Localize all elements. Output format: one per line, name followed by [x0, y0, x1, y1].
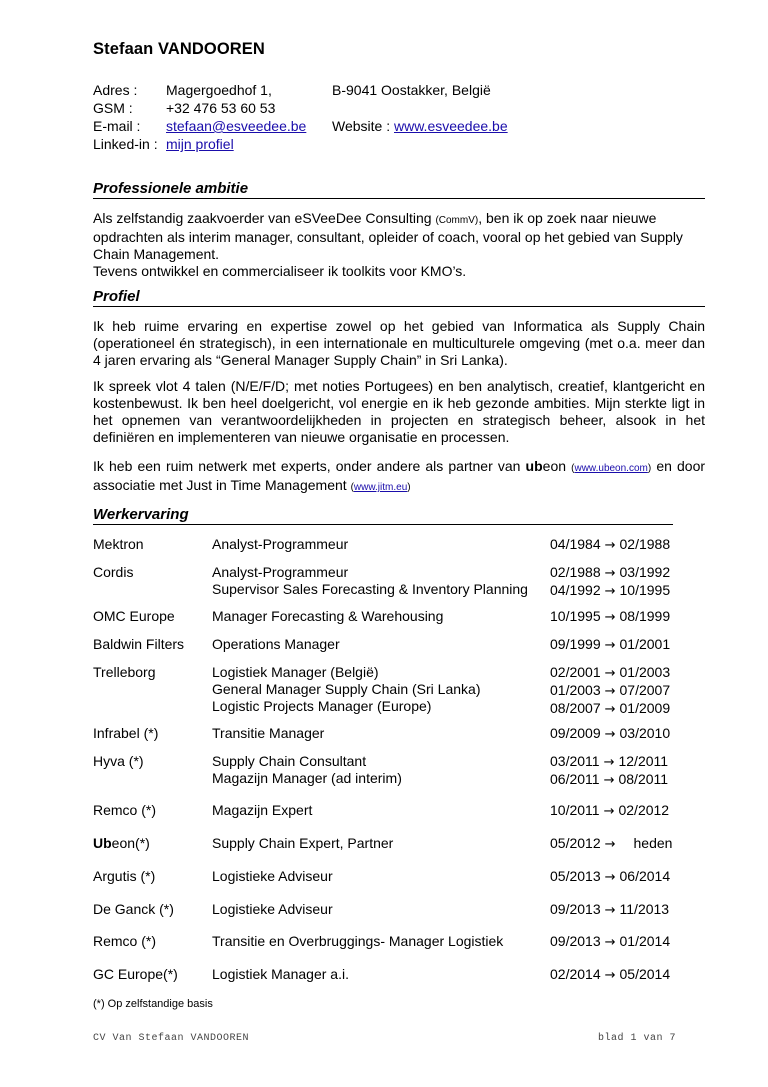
work-company: Trelleborg — [93, 664, 156, 680]
date-from: 09/2013 — [550, 901, 601, 917]
footnote: (*) Op zelfstandige basis — [93, 998, 213, 1010]
date-to: 05/2014 — [619, 966, 671, 982]
work-roles — [212, 664, 480, 715]
work-role: Operations Manager — [212, 636, 340, 652]
profiel-text-b: en door associatie met Just in Time Management — [93, 458, 706, 493]
work-roles — [212, 536, 348, 553]
email-link[interactable]: stefaan@esveedee.be — [166, 118, 307, 134]
work-dates — [550, 901, 669, 919]
work-dates — [550, 966, 670, 984]
arrow-right-icon: → — [604, 538, 616, 553]
arrow-right-icon: → — [604, 666, 616, 681]
work-roles — [212, 835, 393, 852]
work-dates — [550, 835, 672, 853]
footer-left: CV Van Stefaan VANDOOREN — [93, 1033, 250, 1044]
work-roles — [212, 966, 349, 983]
work-role: Supervisor Sales Forecasting & Inventory Planning — [212, 581, 528, 597]
date-range — [550, 835, 672, 853]
profiel-paragraph-2: Ik spreek vlot 4 talen (N/E/F/D; met noties Portugees) en ben analytisch, creatief, klantgericht en kostenbewust. Ik ben heel doelgericht, vol energie en ik heb gezonde ambities. Mijn sterkte ligt in het opnemen van verantwoordelijkheden in projecten en strategisch beheer, alsook in het definiëren en implementeren van nieuwe organisatie en processen. — [93, 378, 705, 445]
date-to: 01/2009 — [619, 700, 671, 716]
date-to: 11/2013 — [619, 901, 670, 917]
work-company: Infrabel (*) — [93, 725, 159, 741]
date-range — [550, 700, 670, 718]
arrow-right-icon: → — [604, 684, 616, 699]
ubeon-brand-rest: eon — [542, 458, 567, 474]
page-footer — [93, 1033, 676, 1044]
date-range — [550, 933, 670, 951]
date-range — [550, 636, 670, 654]
date-range — [550, 608, 670, 626]
date-range — [550, 901, 669, 919]
date-to: 01/2014 — [619, 933, 671, 949]
date-from: 08/2007 — [550, 700, 601, 716]
date-from: 06/2011 — [550, 771, 600, 787]
work-dates — [550, 802, 669, 820]
date-from: 09/1999 — [550, 636, 601, 652]
work-roles — [212, 901, 333, 918]
date-from: 02/1988 — [550, 564, 601, 580]
work-role: Magazijn Expert — [212, 802, 313, 818]
work-role: Logistieke Adviseur — [212, 868, 333, 884]
date-range — [550, 966, 670, 984]
work-company: OMC Europe — [93, 608, 175, 624]
jitm-link-wrap: (www.jitm.eu) — [350, 482, 411, 493]
contact-label: GSM : — [93, 100, 133, 116]
company-rest-part: eon(*) — [111, 835, 150, 851]
arrow-right-icon: → — [604, 584, 616, 599]
work-company — [93, 835, 150, 852]
date-from: 10/2011 — [550, 802, 600, 818]
work-role: Transitie Manager — [212, 725, 325, 741]
arrow-right-icon: → — [604, 610, 616, 625]
work-company: Argutis (*) — [93, 868, 156, 884]
date-from: 05/2012 — [550, 835, 601, 851]
arrow-right-icon: → — [604, 870, 616, 885]
contact-label: E-mail : — [93, 118, 141, 134]
work-company: Remco (*) — [93, 802, 157, 818]
date-from: 02/2014 — [550, 966, 601, 982]
work-role: Transitie en Overbruggings- Manager Logistiek — [212, 933, 504, 949]
linkedin-link[interactable]: mijn profiel — [166, 136, 234, 152]
work-roles — [212, 608, 443, 625]
person-name: Stefaan VANDOOREN — [93, 40, 265, 58]
arrow-right-icon: → — [604, 837, 616, 852]
date-range — [550, 582, 670, 600]
arrow-right-icon: → — [604, 638, 616, 653]
ambitie-text-2: Tevens ontwikkel en commercialiseer ik toolkits voor KMO’s. — [93, 263, 467, 279]
date-to: 12/2011 — [618, 753, 669, 769]
company-bold-part: Ub — [93, 835, 112, 851]
date-range — [550, 725, 670, 743]
contact-city: B-9041 Oostakker, België — [332, 82, 491, 98]
work-company: Mektron — [93, 536, 144, 552]
date-from: 10/1995 — [550, 608, 601, 624]
jitm-link[interactable]: www.jitm.eu — [353, 482, 408, 493]
date-range — [550, 771, 668, 789]
profiel-paragraph-1: Ik heb ruime ervaring en expertise zowel op het gebied van Informatica als Supply Chain (operationeel én strategisch), in een internationale en multiculturele omgeving (met o.a. meer dan 4 jaren ervaring als “General Manager Supply Chain” in Sri Lanka). — [93, 318, 705, 368]
work-dates — [550, 664, 670, 718]
arrow-right-icon: → — [604, 903, 616, 918]
profiel-text-a: Ik heb een ruim netwerk met experts, onder andere als partner van — [93, 458, 526, 474]
contact-gsm — [93, 99, 705, 117]
date-to: 10/1995 — [619, 582, 671, 598]
ambitie-text — [93, 210, 705, 280]
work-dates — [550, 753, 668, 789]
work-roles — [212, 753, 402, 787]
footer-page-number: blad 1 van 7 — [597, 1033, 676, 1044]
date-to: 07/2007 — [619, 682, 671, 698]
date-from: 04/1992 — [550, 582, 601, 598]
date-to: 02/1988 — [619, 536, 671, 552]
section-title-profiel: Profiel — [93, 288, 705, 307]
work-dates — [550, 868, 670, 886]
work-company: Baldwin Filters — [93, 636, 185, 652]
work-role: Logistic Projects Manager (Europe) — [212, 698, 432, 714]
date-to: 02/2012 — [618, 802, 670, 818]
date-range — [550, 536, 670, 554]
work-roles — [212, 933, 503, 950]
contact-label: Adres : — [93, 82, 138, 98]
work-roles — [212, 868, 333, 885]
work-company: Remco (*) — [93, 933, 157, 949]
date-to: 08/2011 — [618, 771, 669, 787]
work-role: Supply Chain Expert, Partner — [212, 835, 394, 851]
date-range — [550, 753, 668, 771]
date-to: 03/2010 — [619, 725, 671, 741]
work-company: GC Europe(*) — [93, 966, 178, 982]
work-dates — [550, 933, 670, 951]
work-roles — [212, 725, 324, 742]
website-link[interactable]: www.esveedee.be — [394, 118, 508, 134]
date-range — [550, 868, 670, 886]
website-line — [332, 117, 508, 135]
work-role: Manager Forecasting & Warehousing — [212, 608, 444, 624]
date-from: 04/1984 — [550, 536, 601, 552]
date-range — [550, 682, 670, 700]
date-to: 08/1999 — [619, 608, 671, 624]
date-range — [550, 802, 669, 820]
date-range — [550, 564, 670, 582]
work-dates — [550, 564, 670, 600]
arrow-right-icon: → — [604, 702, 616, 717]
work-company: Hyva (*) — [93, 753, 144, 769]
work-role: Supply Chain Consultant — [212, 753, 367, 769]
work-role: Analyst-Programmeur — [212, 564, 349, 580]
date-to: 03/1992 — [619, 564, 671, 580]
ubeon-link[interactable]: www.ubeon.com — [574, 463, 648, 474]
date-from: 03/2011 — [550, 753, 600, 769]
arrow-right-icon: → — [603, 804, 615, 819]
arrow-right-icon: → — [604, 968, 616, 983]
arrow-right-icon: → — [604, 727, 616, 742]
contact-linkedin — [93, 135, 705, 153]
work-dates — [550, 536, 670, 554]
ubeon-brand-bold: ub — [525, 458, 543, 474]
date-to: heden — [633, 835, 673, 851]
date-from: 02/2001 — [550, 664, 601, 680]
date-to: 06/2014 — [619, 868, 671, 884]
contact-address — [93, 81, 705, 99]
ambitie-commv: (CommV) — [435, 215, 479, 226]
work-role: General Manager Supply Chain (Sri Lanka) — [212, 681, 481, 697]
date-from: 05/2013 — [550, 868, 601, 884]
arrow-right-icon: → — [604, 935, 616, 950]
ambitie-text-b: , ben ik op zoek naar nieuwe opdrachten als interim manager, consultant, opleider of coach, vooral op het gebied van Supply Chain Management. — [93, 210, 683, 262]
work-role: Magazijn Manager (ad interim) — [212, 770, 402, 786]
work-dates — [550, 636, 670, 654]
ambitie-text-a: Als zelfstandig zaakvoerder van eSVeeDee Consulting — [93, 210, 436, 226]
work-roles — [212, 564, 528, 598]
work-role: Logistiek Manager (België) — [212, 664, 379, 680]
date-to: 01/2001 — [619, 636, 671, 652]
arrow-right-icon: → — [604, 566, 616, 581]
work-role: Analyst-Programmeur — [212, 536, 349, 552]
date-to: 01/2003 — [619, 664, 671, 680]
profiel-paragraph-3 — [93, 458, 705, 496]
date-from: 09/2009 — [550, 725, 601, 741]
contact-phone: +32 476 53 60 53 — [166, 100, 276, 116]
work-roles — [212, 802, 312, 819]
section-title-werkervaring: Werkervaring — [93, 506, 673, 525]
contact-street: Magergoedhof 1, — [166, 82, 272, 98]
work-company: Cordis — [93, 564, 134, 580]
contact-email — [93, 117, 705, 135]
date-from: 01/2003 — [550, 682, 601, 698]
website-label: Website : — [332, 118, 394, 134]
work-roles — [212, 636, 340, 653]
work-dates — [550, 608, 670, 626]
date-range — [550, 664, 670, 682]
work-company: De Ganck (*) — [93, 901, 174, 917]
arrow-right-icon: → — [603, 755, 615, 770]
work-dates — [550, 725, 670, 743]
contact-label: Linked-in : — [93, 136, 158, 152]
ubeon-link-wrap: (www.ubeon.com) — [571, 463, 652, 474]
work-role: Logistieke Adviseur — [212, 901, 333, 917]
date-from: 09/2013 — [550, 933, 601, 949]
arrow-right-icon: → — [603, 773, 615, 788]
section-title-ambitie: Professionele ambitie — [93, 180, 705, 199]
contact-block — [93, 81, 705, 153]
work-role: Logistiek Manager a.i. — [212, 966, 349, 982]
